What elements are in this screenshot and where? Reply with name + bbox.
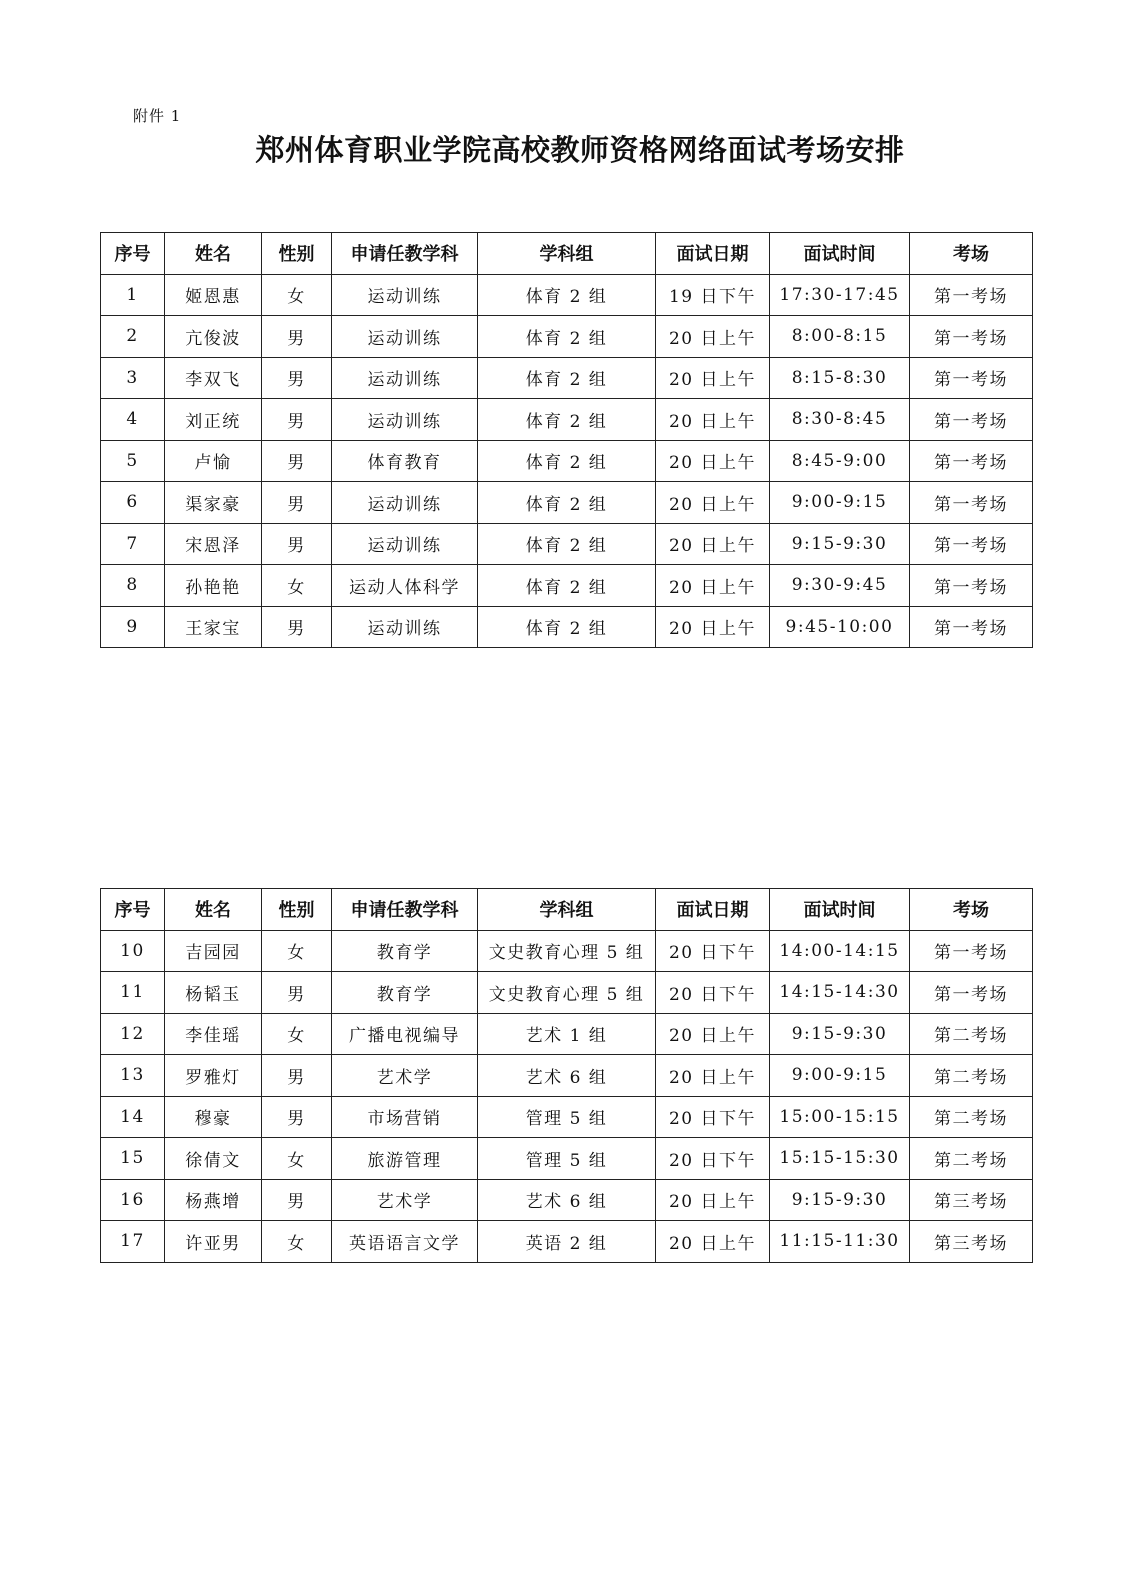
- cell-gender: 男: [262, 440, 332, 482]
- cell-time: 9:15-9:30: [770, 523, 910, 565]
- table-row: [101, 565, 1033, 607]
- cell-time: 8:15-8:30: [770, 357, 910, 399]
- cell-time: 9:45-10:00: [770, 606, 910, 648]
- cell-room: 第一考场: [910, 399, 1033, 441]
- cell-subject: 教育学: [332, 930, 478, 972]
- cell-time: 15:00-15:15: [770, 1096, 910, 1138]
- cell-subject: 教育学: [332, 972, 478, 1014]
- cell-name: 孙艳艳: [165, 565, 262, 607]
- cell-time: 8:45-9:00: [770, 440, 910, 482]
- cell-time: 9:00-9:15: [770, 482, 910, 524]
- header-group: 学科组: [478, 889, 656, 931]
- cell-date: 20 日上午: [656, 357, 770, 399]
- cell-room: 第一考场: [910, 357, 1033, 399]
- cell-date: 19 日下午: [656, 274, 770, 316]
- cell-index: 6: [101, 482, 165, 524]
- cell-name: 徐倩文: [165, 1138, 262, 1180]
- table-row: [101, 1013, 1033, 1055]
- cell-room: 第二考场: [910, 1013, 1033, 1055]
- table-row: [101, 930, 1033, 972]
- cell-index: 9: [101, 606, 165, 648]
- table-row: [101, 316, 1033, 358]
- cell-index: 16: [101, 1179, 165, 1221]
- header-room: 考场: [910, 889, 1033, 931]
- cell-time: 9:30-9:45: [770, 565, 910, 607]
- cell-subject: 广播电视编导: [332, 1013, 478, 1055]
- header-room: 考场: [910, 233, 1033, 275]
- cell-name: 吉园园: [165, 930, 262, 972]
- cell-room: 第二考场: [910, 1096, 1033, 1138]
- cell-index: 8: [101, 565, 165, 607]
- table-header-row: [101, 889, 1033, 931]
- cell-date: 20 日下午: [656, 1138, 770, 1180]
- header-group: 学科组: [478, 233, 656, 275]
- cell-time: 15:15-15:30: [770, 1138, 910, 1180]
- cell-index: 1: [101, 274, 165, 316]
- cell-date: 20 日下午: [656, 1096, 770, 1138]
- header-date: 面试日期: [656, 233, 770, 275]
- cell-date: 20 日上午: [656, 399, 770, 441]
- table-header-row: [101, 233, 1033, 275]
- cell-room: 第一考场: [910, 930, 1033, 972]
- cell-gender: 女: [262, 1138, 332, 1180]
- cell-group: 英语 2 组: [478, 1221, 656, 1263]
- header-index: 序号: [101, 889, 165, 931]
- cell-subject: 旅游管理: [332, 1138, 478, 1180]
- header-gender: 性别: [262, 233, 332, 275]
- cell-gender: 男: [262, 357, 332, 399]
- header-date: 面试日期: [656, 889, 770, 931]
- cell-index: 3: [101, 357, 165, 399]
- header-subject: 申请任教学科: [332, 889, 478, 931]
- header-time: 面试时间: [770, 889, 910, 931]
- cell-index: 17: [101, 1221, 165, 1263]
- cell-subject: 英语语言文学: [332, 1221, 478, 1263]
- cell-time: 17:30-17:45: [770, 274, 910, 316]
- cell-subject: 运动训练: [332, 399, 478, 441]
- header-index: 序号: [101, 233, 165, 275]
- cell-name: 刘正统: [165, 399, 262, 441]
- cell-room: 第二考场: [910, 1138, 1033, 1180]
- cell-gender: 男: [262, 972, 332, 1014]
- table-row: [101, 1221, 1033, 1263]
- table-row: [101, 357, 1033, 399]
- cell-time: 9:15-9:30: [770, 1013, 910, 1055]
- cell-time: 14:15-14:30: [770, 972, 910, 1014]
- cell-date: 20 日上午: [656, 565, 770, 607]
- header-subject: 申请任教学科: [332, 233, 478, 275]
- cell-date: 20 日上午: [656, 1013, 770, 1055]
- cell-room: 第二考场: [910, 1055, 1033, 1097]
- cell-subject: 体育教育: [332, 440, 478, 482]
- table-row: [101, 1179, 1033, 1221]
- cell-group: 体育 2 组: [478, 399, 656, 441]
- cell-date: 20 日上午: [656, 1055, 770, 1097]
- cell-group: 体育 2 组: [478, 440, 656, 482]
- cell-time: 9:15-9:30: [770, 1179, 910, 1221]
- cell-name: 杨韬玉: [165, 972, 262, 1014]
- cell-gender: 男: [262, 316, 332, 358]
- table-row: [101, 440, 1033, 482]
- cell-room: 第一考场: [910, 274, 1033, 316]
- table-row: [101, 1138, 1033, 1180]
- cell-date: 20 日下午: [656, 930, 770, 972]
- cell-gender: 女: [262, 565, 332, 607]
- cell-group: 管理 5 组: [478, 1096, 656, 1138]
- cell-group: 文史教育心理 5 组: [478, 972, 656, 1014]
- cell-subject: 市场营销: [332, 1096, 478, 1138]
- header-name: 姓名: [165, 889, 262, 931]
- table-row: [101, 399, 1033, 441]
- cell-room: 第三考场: [910, 1179, 1033, 1221]
- table-row: [101, 1055, 1033, 1097]
- cell-subject: 运动训练: [332, 274, 478, 316]
- cell-subject: 运动训练: [332, 316, 478, 358]
- cell-name: 许亚男: [165, 1221, 262, 1263]
- cell-index: 12: [101, 1013, 165, 1055]
- cell-date: 20 日下午: [656, 972, 770, 1014]
- cell-gender: 女: [262, 1013, 332, 1055]
- cell-subject: 运动训练: [332, 606, 478, 648]
- cell-gender: 男: [262, 1055, 332, 1097]
- cell-gender: 男: [262, 399, 332, 441]
- cell-name: 渠家豪: [165, 482, 262, 524]
- cell-name: 姬恩惠: [165, 274, 262, 316]
- cell-group: 管理 5 组: [478, 1138, 656, 1180]
- cell-gender: 男: [262, 1096, 332, 1138]
- cell-date: 20 日上午: [656, 606, 770, 648]
- cell-time: 8:30-8:45: [770, 399, 910, 441]
- schedule-table-1: [100, 232, 1033, 648]
- cell-subject: 运动训练: [332, 357, 478, 399]
- cell-room: 第一考场: [910, 972, 1033, 1014]
- cell-group: 文史教育心理 5 组: [478, 930, 656, 972]
- cell-group: 体育 2 组: [478, 357, 656, 399]
- cell-date: 20 日上午: [656, 523, 770, 565]
- cell-index: 4: [101, 399, 165, 441]
- cell-room: 第三考场: [910, 1221, 1033, 1263]
- cell-index: 11: [101, 972, 165, 1014]
- cell-name: 李佳瑶: [165, 1013, 262, 1055]
- table-row: [101, 482, 1033, 524]
- cell-gender: 男: [262, 606, 332, 648]
- cell-date: 20 日上午: [656, 1179, 770, 1221]
- cell-group: 艺术 1 组: [478, 1013, 656, 1055]
- cell-name: 穆豪: [165, 1096, 262, 1138]
- cell-name: 卢愉: [165, 440, 262, 482]
- cell-time: 11:15-11:30: [770, 1221, 910, 1263]
- cell-gender: 男: [262, 523, 332, 565]
- cell-room: 第一考场: [910, 482, 1033, 524]
- cell-gender: 男: [262, 1179, 332, 1221]
- attachment-label: 附件 1: [133, 107, 182, 125]
- cell-subject: 艺术学: [332, 1179, 478, 1221]
- cell-room: 第一考场: [910, 606, 1033, 648]
- cell-index: 2: [101, 316, 165, 358]
- cell-subject: 艺术学: [332, 1055, 478, 1097]
- cell-room: 第一考场: [910, 523, 1033, 565]
- cell-group: 体育 2 组: [478, 274, 656, 316]
- cell-name: 宋恩泽: [165, 523, 262, 565]
- cell-group: 体育 2 组: [478, 316, 656, 358]
- cell-gender: 女: [262, 930, 332, 972]
- table-row: [101, 523, 1033, 565]
- cell-name: 王家宝: [165, 606, 262, 648]
- cell-index: 10: [101, 930, 165, 972]
- cell-index: 15: [101, 1138, 165, 1180]
- header-time: 面试时间: [770, 233, 910, 275]
- cell-group: 体育 2 组: [478, 606, 656, 648]
- cell-gender: 女: [262, 1221, 332, 1263]
- cell-date: 20 日上午: [656, 316, 770, 358]
- cell-subject: 运动训练: [332, 523, 478, 565]
- cell-group: 艺术 6 组: [478, 1055, 656, 1097]
- cell-name: 杨燕增: [165, 1179, 262, 1221]
- cell-gender: 男: [262, 482, 332, 524]
- cell-room: 第一考场: [910, 565, 1033, 607]
- cell-gender: 女: [262, 274, 332, 316]
- cell-name: 李双飞: [165, 357, 262, 399]
- schedule-table-2: [100, 888, 1033, 1263]
- cell-index: 13: [101, 1055, 165, 1097]
- cell-name: 罗雅灯: [165, 1055, 262, 1097]
- cell-time: 14:00-14:15: [770, 930, 910, 972]
- cell-index: 5: [101, 440, 165, 482]
- table-row: [101, 1096, 1033, 1138]
- cell-group: 体育 2 组: [478, 523, 656, 565]
- cell-date: 20 日上午: [656, 1221, 770, 1263]
- cell-group: 体育 2 组: [478, 565, 656, 607]
- cell-room: 第一考场: [910, 316, 1033, 358]
- cell-date: 20 日上午: [656, 440, 770, 482]
- header-gender: 性别: [262, 889, 332, 931]
- cell-index: 7: [101, 523, 165, 565]
- cell-time: 9:00-9:15: [770, 1055, 910, 1097]
- table-row: [101, 606, 1033, 648]
- cell-time: 8:00-8:15: [770, 316, 910, 358]
- table-row: [101, 972, 1033, 1014]
- cell-group: 体育 2 组: [478, 482, 656, 524]
- cell-date: 20 日上午: [656, 482, 770, 524]
- header-name: 姓名: [165, 233, 262, 275]
- cell-name: 亢俊波: [165, 316, 262, 358]
- page-title: 郑州体育职业学院高校教师资格网络面试考场安排: [255, 133, 905, 167]
- cell-room: 第一考场: [910, 440, 1033, 482]
- table-row: [101, 274, 1033, 316]
- cell-index: 14: [101, 1096, 165, 1138]
- cell-subject: 运动人体科学: [332, 565, 478, 607]
- cell-subject: 运动训练: [332, 482, 478, 524]
- cell-group: 艺术 6 组: [478, 1179, 656, 1221]
